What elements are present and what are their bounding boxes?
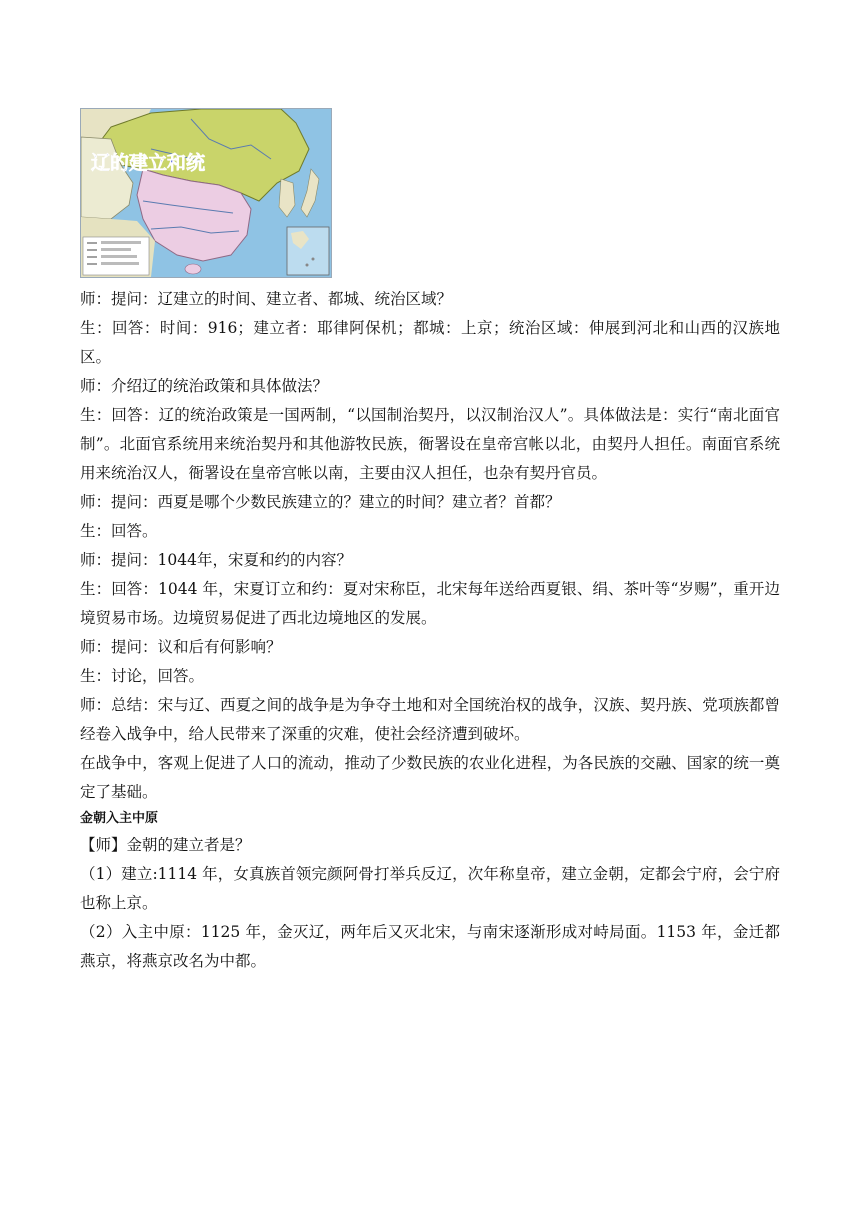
paragraph: 师：提问：西夏是哪个少数民族建立的？建立的时间？建立者？首都？: [80, 493, 561, 511]
paragraph: 生：回答：辽的统治政策是一国两制，“以国制治契丹，以汉制治汉人”。具体做法是：实行“南北面官制”。北面官系统用来统治契丹和其他游牧民族，衙署设在皇帝宫帐以北，由契丹人担任。南面官系统用来统治汉人，衙署设在皇帝宫帐以南，主要由汉人担任，也杂有契丹官员。: [80, 406, 780, 482]
paragraph: 师：介绍辽的统治政策和具体做法？: [80, 377, 329, 395]
paragraph: 师：提问：议和后有何影响？: [80, 638, 282, 656]
historical-map-icon: [81, 109, 331, 277]
map-title: 辽的建立和统: [91, 152, 206, 174]
liao-map-image: [80, 108, 332, 278]
lesson-text: [80, 285, 780, 976]
paragraph: 在战争中，客观上促进了人口的流动，推动了少数民族的农业化进程，为各民族的交融、国家的统一奠定了基础。: [80, 754, 780, 801]
paragraph: 生：回答：1044 年，宋夏订立和约：夏对宋称臣，北宋每年送给西夏银、绢、茶叶等“岁赐”，重开边境贸易市场。边境贸易促进了西北边境地区的发展。: [80, 580, 780, 627]
paragraph: 师：提问：1044年，宋夏和约的内容？: [80, 551, 352, 569]
paragraph: 生：回答：时间：916；建立者：耶律阿保机；都城：上京；统治区域：伸展到河北和山西的汉族地区。: [80, 319, 780, 366]
paragraph: 生：回答。: [80, 522, 158, 540]
paragraph: 师：提问：辽建立的时间、建立者、都城、统治区域？: [80, 290, 453, 308]
paragraph: 师：总结：宋与辽、西夏之间的战争是为争夺土地和对全国统治权的战争，汉族、契丹族、党项族都曾经卷入战争中，给人民带来了深重的灾难，使社会经济遭到破坏。: [80, 696, 780, 743]
paragraph: （2）入主中原：1125 年，金灭辽，两年后又灭北宋，与南宋逐渐形成对峙局面。1153 年，金迁都燕京，将燕京改名为中都。: [80, 923, 780, 970]
paragraph: （1）建立:1114 年，女真族首领完颜阿骨打举兵反辽，次年称皇帝，建立金朝，定都会宁府，会宁府也称上京。: [80, 865, 780, 912]
paragraph: 【师】金朝的建立者是？: [80, 836, 251, 854]
paragraph: 生：讨论，回答。: [80, 667, 205, 685]
section-title: 金朝入主中原: [80, 811, 159, 826]
